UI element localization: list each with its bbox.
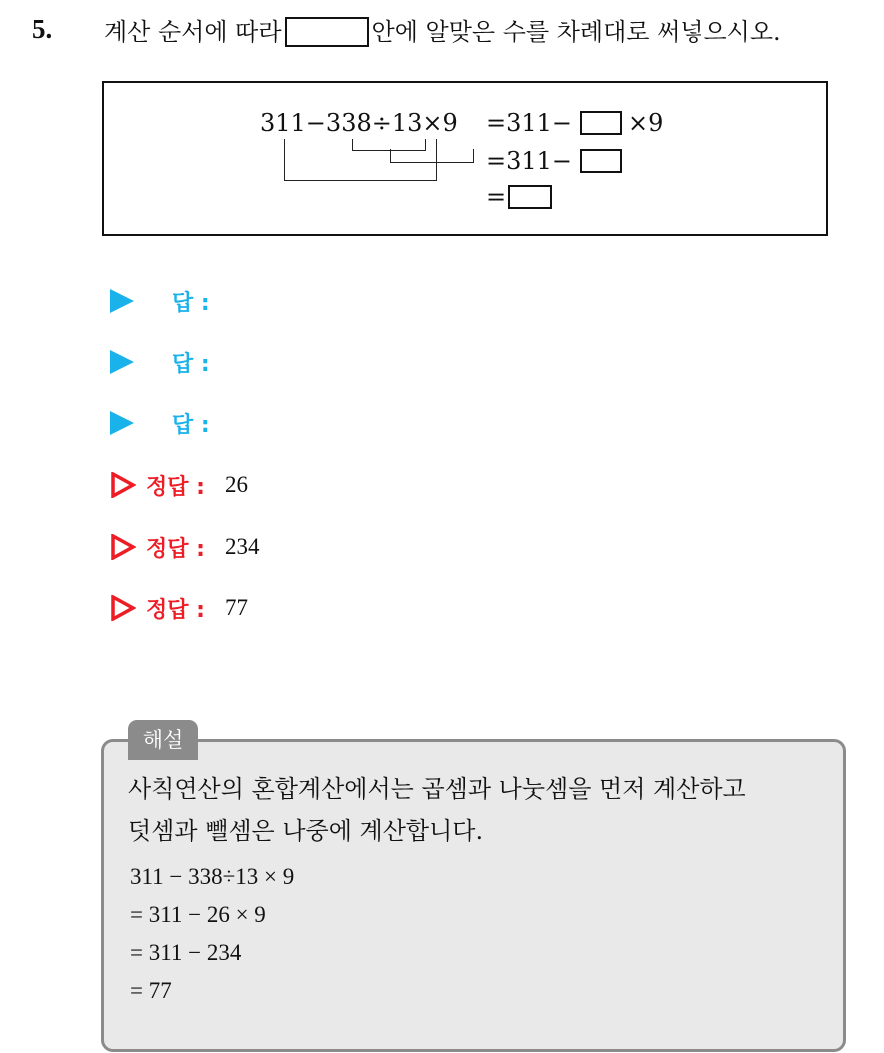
correct-answer-row: [110, 527, 259, 567]
question-text: [104, 14, 781, 50]
answer-label: 답 :: [172, 351, 210, 377]
play-arrow-icon: [110, 289, 134, 313]
problem-box: [102, 81, 828, 236]
outline-arrow-icon: [110, 472, 136, 498]
correct-answer-row: [110, 588, 248, 628]
expression-line1-tail: ×9: [628, 109, 664, 137]
answer-blank-2[interactable]: [580, 149, 622, 173]
expression-line2: =311−: [486, 147, 573, 175]
correct-value: 77: [224, 595, 248, 620]
correct-value: 26: [224, 472, 248, 497]
correct-label: 정답 :: [146, 597, 205, 623]
answer-blank-3[interactable]: [508, 185, 552, 209]
answer-row: [110, 342, 210, 382]
expression-line1-eq: =311−: [486, 109, 573, 137]
bracket-subtraction: [284, 139, 437, 181]
answer-row: [110, 403, 210, 443]
question-text-before: 계산 순서에 따라: [104, 18, 282, 46]
correct-answer-row: [110, 465, 248, 505]
play-arrow-icon: [110, 411, 134, 435]
solution-calc-line: = 77: [130, 978, 172, 1003]
expression-line1-left: 311−338÷13×9: [260, 109, 458, 137]
solution-calc-line: 311 − 338÷13 × 9: [130, 864, 295, 889]
solution-box: [101, 739, 846, 1052]
solution-calc-line: = 311 − 234: [130, 940, 242, 965]
correct-label: 정답 :: [146, 474, 205, 500]
outline-arrow-icon: [110, 595, 136, 621]
answer-label: 답 :: [172, 290, 210, 316]
correct-value: 234: [224, 534, 260, 559]
solution-tab: 해설: [128, 720, 198, 760]
solution-text-line2: 덧셈과 뺄셈은 나중에 계산합니다.: [128, 817, 484, 845]
answer-blank-1[interactable]: [580, 111, 622, 135]
answer-row: [110, 281, 210, 321]
blank-box-icon: [285, 17, 369, 47]
play-arrow-icon: [110, 350, 134, 374]
expression-line3: =: [486, 183, 507, 211]
solution-text-line1: 사칙연산의 혼합계산에서는 곱셈과 나눗셈을 먼저 계산하고: [128, 775, 746, 803]
correct-label: 정답 :: [146, 536, 205, 562]
question-text-after: 안에 알맞은 수를 차례대로 써넣으시오.: [371, 18, 781, 46]
solution-calc-line: = 311 − 26 × 9: [130, 902, 266, 927]
outline-arrow-icon: [110, 534, 136, 560]
answer-label: 답 :: [172, 412, 210, 438]
question-number: 5.: [32, 14, 53, 44]
